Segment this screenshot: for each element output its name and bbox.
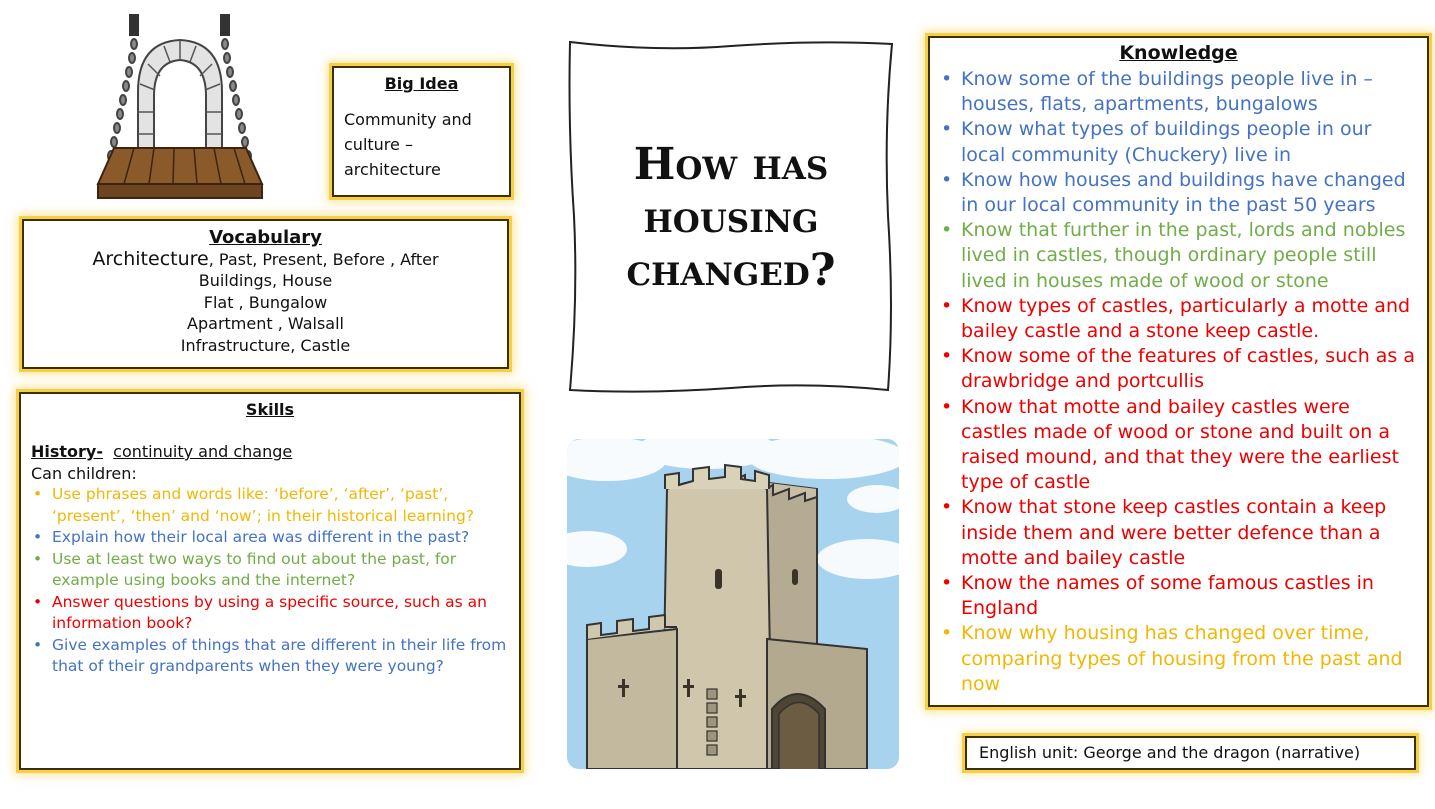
english-unit-text: English unit: George and the dragon (narrative) — [979, 743, 1361, 762]
vocabulary-lead-word: Architecture — [92, 247, 209, 270]
vocabulary-line — [32, 249, 499, 271]
list-item: • Know how houses and buildings have changed in our local community in the past 50 years — [938, 168, 1419, 218]
list-item: • Use at least two ways to find out about the past, for example using books and the internet? — [31, 549, 509, 592]
vocabulary-heading: Vocabulary — [209, 227, 322, 248]
list-item: • Know the names of some famous castles in England — [938, 571, 1419, 621]
list-item: • Know what types of buildings people in our local community (Chuckery) live in — [938, 117, 1419, 167]
skills-subject-line — [31, 441, 509, 463]
list-item: • Give examples of things that are different in their life from that of their grandparents when they were young? — [31, 635, 509, 678]
vocabulary-line: Buildings, House — [198, 271, 333, 290]
big-idea-box — [332, 66, 511, 197]
skills-list — [31, 484, 509, 678]
vocabulary-box — [22, 219, 509, 369]
title-line: changed? — [626, 245, 836, 296]
knowledge-box — [928, 36, 1429, 707]
list-item: • Explain how their local area was different in the past? — [31, 527, 509, 549]
list-item: • Use phrases and words like: ‘before’, ‘after’, ‘past’, ‘present’, ‘then’ and ‘now’; in their historical learning? — [31, 484, 509, 527]
knowledge-list — [938, 67, 1419, 697]
knowledge-heading: Knowledge — [1119, 42, 1238, 64]
big-idea-heading: Big Idea — [384, 74, 459, 93]
big-idea-text: Community and culture – architecture — [344, 110, 472, 179]
skills-topic: continuity and change — [113, 442, 293, 461]
skills-box — [19, 392, 521, 770]
vocabulary-line: Flat , Bungalow — [203, 292, 328, 312]
vocabulary-line: Infrastructure, Castle — [180, 335, 351, 355]
vocabulary-line: Apartment , Walsall — [187, 314, 344, 333]
skills-prompt: Can children: — [31, 463, 137, 483]
vocabulary-words: , Past, Present, Before , After — [208, 249, 439, 269]
page-title — [566, 138, 896, 297]
list-item: • Answer questions by using a specific source, such as an information book? — [31, 592, 509, 635]
list-item: • Know that stone keep castles contain a keep inside them and were better defence than a motte and bailey castle — [938, 495, 1419, 571]
skills-heading: Skills — [245, 400, 295, 419]
list-item: • Know some of the buildings people live in – houses, flats, apartments, bungalows — [938, 67, 1419, 117]
english-unit-box — [965, 736, 1416, 770]
castle-illustration — [567, 439, 899, 769]
list-item: • Know some of the features of castles, such as a drawbridge and portcullis — [938, 344, 1419, 394]
list-item: • Know that further in the past, lords and nobles lived in castles, though ordinary people still lived in houses made of wood or stone — [938, 218, 1419, 294]
list-item: • Know that motte and bailey castles were castles made of wood or stone and built on a raised mound, and that they were the earliest type of castle — [938, 395, 1419, 496]
title-line: How has — [633, 139, 829, 190]
list-item: • Know types of castles, particularly a motte and bailey castle and a stone keep castle. — [938, 294, 1419, 344]
skills-subject: History- — [31, 442, 103, 461]
title-line: housing — [643, 192, 819, 243]
drawbridge-illustration — [94, 12, 266, 200]
list-item: • Know why housing has changed over time, comparing types of housing from the past and now — [938, 621, 1419, 697]
